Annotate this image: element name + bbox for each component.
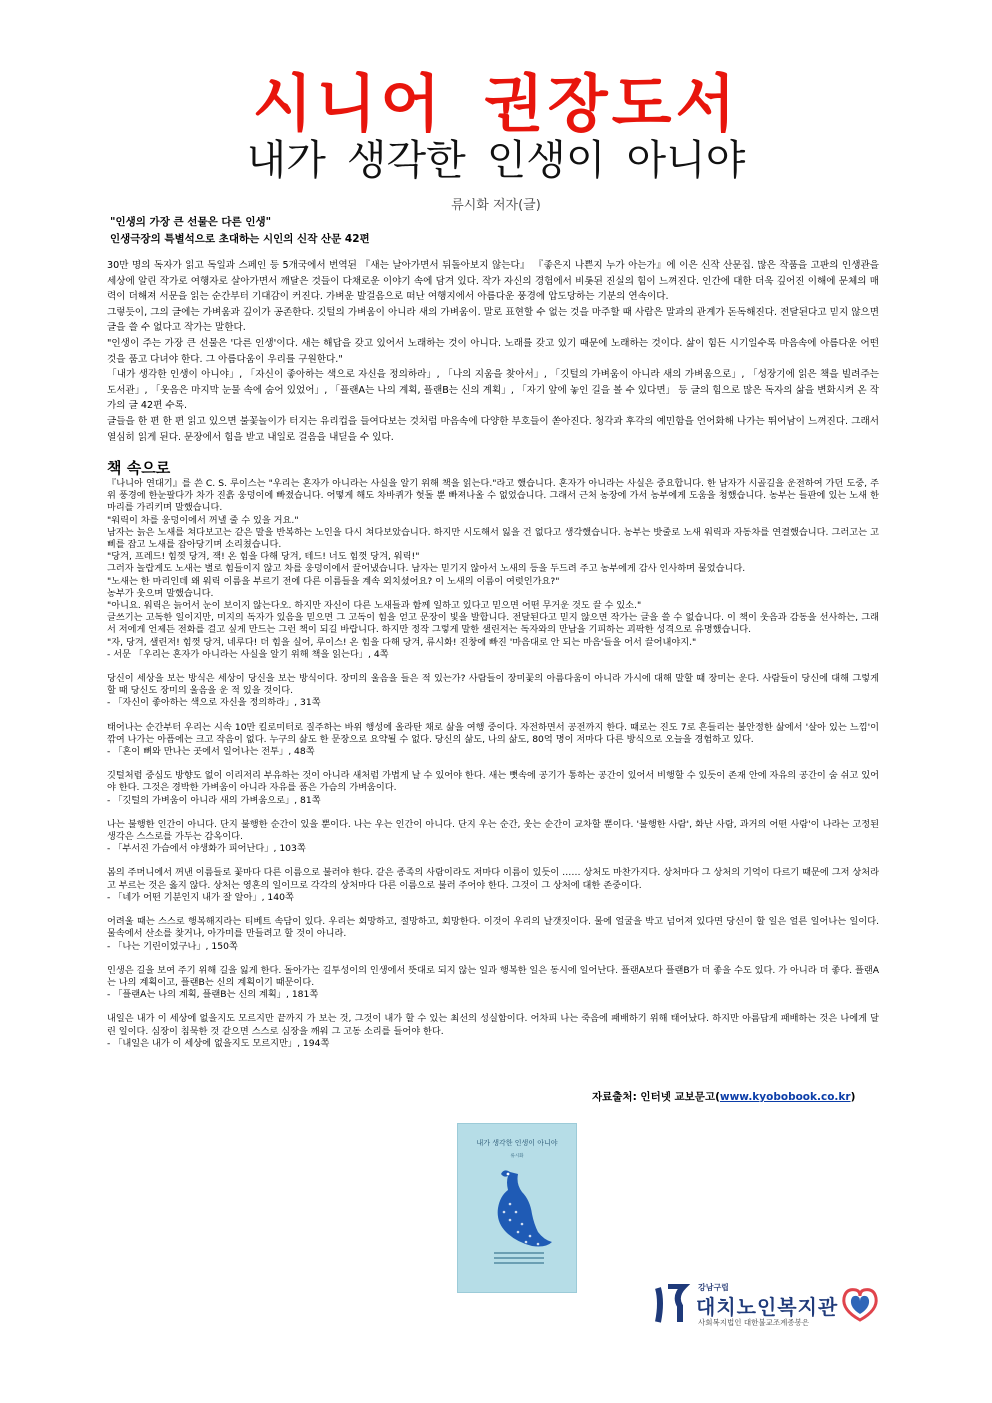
intro-paragraph: "인생이 주는 가장 큰 선물은 '다른 인생'이다. 새는 해답을 갖고 있어서 노래하는 것이 아니다. 노래를 갖고 있기 때문에 노래하는 것이다. 삶이 힘든 시기일수록 마음속에 아름다운 어떤 것을 품고 다녀야 한다. 그 아름다움이 우리를 구원한다." <box>107 337 879 365</box>
excerpt-line: 농부가 웃으며 말했습니다. <box>107 587 214 599</box>
excerpt-citation: - 「나는 기린이었구나」, 150쪽 <box>107 940 238 952</box>
excerpt-line: 글쓰기는 고독한 일이지만, 미지의 독자가 있음을 믿으면 그 고독이 힘을 얻고 문장이 빛을 발합니다. 전달된다고 믿지 않으면 작가는 글을 쓸 수 없습니다. 이 책이 웃음과 감동을 선사하는, 그래서 저에게 언제든 전화를 걸고 싶게 만드는 그런 책이 되길 바랍니다. 하지만 정작 그렇게 말한 샐린저는 독자와의 만남을 기피하는 괴팍한 성격으로 유명했습니다. <box>107 612 879 636</box>
excerpt-line: "워릭이 차를 웅덩이에서 꺼낼 줄 수 있을 거요." <box>107 514 299 526</box>
excerpt-line: "당겨, 프레드! 힘껏 당겨, 잭! 온 힘을 다해 당겨, 테드! 너도 힘껏 당겨, 워릭!" <box>107 551 420 563</box>
excerpt-line: "자, 당겨, 샐린저! 힘껏 당겨, 네루다! 더 힘을 실어, 루이스! 온 힘을 다해 당겨, 류시화! 진창에 빠진 '마음대로 안 되는 마음'들을 어서 끌어내야지." <box>107 636 697 648</box>
tagline-quote: "인생의 가장 큰 선물은 다른 인생" <box>110 216 272 228</box>
excerpt-line: "아니요. 워릭은 늙어서 눈이 보이지 않는다오. 하지만 자신이 다른 노새들과 함께 일하고 있다고 믿으면 어떤 무거운 것도 끌 수 있소." <box>107 600 642 612</box>
excerpt-line: 내일은 내가 이 세상에 없을지도 모르지만 끝까지 가 보는 것, 그것이 내가 할 수 있는 최선의 성실함이다. 어차피 나는 죽음에 패배하기 위해 태어났다. 하지만 아름답게 패배하는 것은 나에게 달린 일이다. 심장이 침묵한 것 같으면 스스로 심장을 깨워 그 고동 소리를 들어야 한다. <box>107 1013 879 1037</box>
excerpt-line: 『나니아 연대기』를 쓴 C. S. 루이스는 "우리는 혼자가 아니라는 사실을 알기 위해 책을 읽는다."라고 했습니다. 혼자가 아니라는 사실은 중요합니다. 한 남자가 시골길을 운전하여 가던 도중, 주위 풍경에 한눈팔다가 차가 진흙 웅덩이에 빠졌습니다. 어떻게 해도 차바퀴가 헛돌 뿐 빠져나올 수 없었습니다. 그래서 근처 농장에 가서 농부에게 도움을 청했습니다. 농부는 들판에 있는 노새 한 마리를 가리키며 말했습니다. <box>107 478 879 514</box>
excerpts <box>107 478 879 1050</box>
excerpt-line: 나는 불행한 인간이 아니다. 단지 불행한 순간이 있을 뿐이다. 나는 우는 인간이 아니다. 단지 우는 순간, 웃는 순간이 교차할 뿐이다. '불행한 사람', 화난 사람, 과거의 어떤 사람'이 나라는 고정된 생각은 스스로를 가두는 감옥이다. <box>107 818 879 843</box>
logo-organization: 사회복지법인 대한불교조계종봉은 <box>698 1318 810 1327</box>
excerpt-line: 당신이 세상을 보는 방식은 세상이 당신을 보는 방식이다. 장미의 울음을 들은 적 있는가? 사람들이 장미꽃의 아름다움이 아니라 가시에 대해 말할 때 장미는 운다. 사람들이 당신에 대해 그렇게 할 때 당신도 장미의 울음을 운 적 있을 것이다. <box>107 673 879 697</box>
book-cover-author: 류시화 <box>510 1154 524 1159</box>
heart-hands-icon <box>840 1284 880 1324</box>
excerpt-citation: - 「네가 어떤 기분인지 내가 잘 알아」, 140쪽 <box>107 891 294 903</box>
source-link[interactable]: www.kyobobook.co.kr <box>719 1091 851 1103</box>
author-credit: 류시화 저자(글) <box>451 198 541 213</box>
excerpt-line: 남자는 늙은 노새를 쳐다보고는 같은 말을 반복하는 노인을 다시 쳐다보았습니다. 하지만 시도해서 잃을 건 없다고 생각했습니다. 농부는 밧줄로 노새 워릭과 자동차를 연결했습니다. 그러고는 고삐를 잡고 노새를 잡아당기며 소리쳤습니다. <box>107 526 879 551</box>
book-cover-text-lines <box>494 1252 544 1267</box>
tagline-description: 인생극장의 특별석으로 초대하는 시인의 신작 산문 42편 <box>110 233 370 245</box>
excerpt-citation: - 「내일은 내가 이 세상에 없을지도 모르지만」, 194쪽 <box>107 1037 330 1049</box>
page-title: 시니어 권장도서 <box>252 67 740 140</box>
source-credit <box>592 1089 855 1104</box>
excerpt-line: 태어나는 순간부터 우리는 시속 10만 킬로미터로 질주하는 바위 행성에 올라탄 채로 삶을 여행 중이다. 자전하면서 공전까지 한다. 때로는 진도 7로 흔들리는 불안정한 삶에서 '살아 있는 느낌'이 깎여 나가는 아픔에는 크고 작음이 없다. 누구의 삶도 한 문장으로 요약될 수 없다. 당신의 삶도, 나의 삶도, 80억 명이 저마다 다른 방식으로 오늘을 경험하고 있다. <box>107 721 879 745</box>
intro-text <box>107 258 879 445</box>
excerpt-line: 어려울 때는 스스로 행복해지라는 티베트 속담이 있다. 우리는 회망하고, 절망하고, 회망한다. 이것이 우리의 날갯짓이다. 물에 얼굴을 박고 넘어져 있다면 당신이 할 일은 얼른 일어나는 일이다. 물속에서 산소를 찾거나, 아가미를 만들려고 할 것이 아니라. <box>107 916 879 940</box>
lotus-mark-icon <box>652 1284 692 1324</box>
book-title: 내가 생각한 인생이 아니야 <box>246 136 746 184</box>
intro-paragraph: 30만 명의 독자가 읽고 독일과 스페인 등 5개국에서 번역된 『새는 날아가면서 뒤돌아보지 않는다』 『좋은지 나쁜지 누가 아는가』에 이은 신작 산문집. 많은 작품을 고판의 인생관을 세상에 알린 작가로 여행자로 살아가면서 깨달은 것들이 다채로운 이야기 속에 담겨 있다. 작가 자신의 경험에서 비롯된 진실의 힘이 느껴진다. 인간에 대한 더욱 깊어진 이해에 문체의 매력이 더해져 서문을 읽는 순간부터 기대감이 커진다. 가벼운 발걸음으로 떠난 여행지에서 아름다운 풍경에 압도당하는 기분의 연속이다. <box>107 260 879 303</box>
excerpt-line: 봄의 주머니에서 꺼낸 이름들로 꽃마다 다른 이름으로 불러야 한다. 같은 종족의 사람이라도 저마다 이름이 있듯이 …… 상처도 마찬가지다. 상처마다 그 상처의 기억이 다르기 때문에 그저 상처라고 부르는 것은 옳지 않다. 상처는 영혼의 일이므로 각각의 상처마다 다른 이름으로 불러 주어야 한다. 그것이 그 상처에 대한 존중이다. <box>107 867 879 891</box>
intro-paragraph: 그렇듯이, 그의 글에는 가벼움과 깊이가 공존한다. 깃털의 가벼움이 아니라 새의 가벼움이. 말로 표현할 수 없는 것을 마주할 때 사람은 말과의 관계가 돈독해진다. 전달된다고 믿지 않으면 글을 쓸 수 없다고 작가는 말한다. <box>107 306 879 334</box>
excerpt-citation: - 「혼이 뼈와 만나는 곳에서 일어나는 전투」, 48쪽 <box>107 746 315 758</box>
section-heading: 책 속으로 <box>107 459 171 477</box>
excerpt-citation: - 서문 「우리는 혼자가 아니라는 사실을 알기 위해 책을 읽는다」, 4쪽 <box>107 648 389 660</box>
excerpt-line: "노새는 한 마리인데 왜 워릭 이름을 부르기 전에 다른 이름들을 계속 외치셨어요? 이 노새의 이름이 여럿인가요?" <box>107 575 560 587</box>
book-cover-image <box>458 1124 576 1292</box>
excerpt-line: 인생은 길을 보여 주기 위해 길을 잃게 한다. 돌아가는 길투성이의 인생에서 뜻대로 되지 않는 일과 행복한 일은 동시에 일어난다. 플랜A보다 플랜B가 더 좋을 수도 있다. 가 아니라 더 좋다. 플랜A는 나의 계획이고, 플랜B는 신의 계획이기 때문이다. <box>107 964 880 988</box>
intro-paragraph: 글들을 한 편 한 편 읽고 있으면 불꽃놀이가 터지는 유리컵을 들여다보는 것처럼 마음속에 다양한 부호들이 쏟아진다. 청각과 후각의 예민함을 언어화해 나가는 뛰어남이 느껴진다. 그래서 열심히 읽게 된다. 문장에서 힘을 받고 내일로 걸음을 내딛을 수 있다. <box>107 415 879 443</box>
excerpt-citation: - 「부서진 가슴에서 야생화가 피어난다」, 103쪽 <box>107 843 306 855</box>
excerpt-citation: - 「깃털의 가벼움이 아니라 새의 가벼움으로」, 81쪽 <box>107 794 321 806</box>
book-cover-title: 내가 생각한 인생이 아니야 <box>476 1139 558 1147</box>
peacock-icon <box>480 1164 554 1250</box>
source-label: 자료출처: 인터넷 교보문고( <box>592 1091 720 1103</box>
daechi-senior-welfare-center-logo <box>652 1282 882 1332</box>
source-close: ) <box>850 1091 856 1103</box>
logo-district: 강남구립 <box>698 1283 729 1292</box>
tagline <box>110 214 880 248</box>
excerpt-line: 그러자 놀랍게도 노새는 별로 힘들이지 않고 차를 웅덩이에서 끌어냈습니다. 남자는 믿기지 않아서 노새의 등을 두드려 주고 농부에게 감사 인사하며 물었습니다. <box>107 563 746 575</box>
logo-name: 대치노인복지관 <box>696 1295 839 1319</box>
excerpt-citation: - 「플랜A는 나의 계획, 플랜B는 신의 계획」, 181쪽 <box>107 989 319 1001</box>
excerpt-line: 깃털처럼 중심도 방향도 없이 이리저리 부유하는 것이 아니라 새처럼 가볍게 날 수 있어야 한다. 새는 뼛속에 공기가 통하는 공간이 있어서 비행할 수 있듯이 존재 안에 자유의 공간이 숨 쉬고 있어야 한다. 그것은 경박한 가벼움이 아니라 자유를 품은 가슴의 가벼움이다. <box>107 770 879 794</box>
excerpt-citation: - 「자신이 좋아하는 색으로 자신을 정의하라」, 31쪽 <box>107 697 321 709</box>
intro-paragraph: 「내가 생각한 인생이 아니야」, 「자신이 좋아하는 색으로 자신을 정의하라」, 「나의 지움을 찾아서」, 「깃털의 가벼움이 아니라 새의 가벼움으로」, 「성장기에 읽은 책을 빌려주는 도서관」, 「웃음은 마지막 눈물 속에 숨어 있었어」, 「플랜A는 나의 계획, 플랜B는 신의 계획」, 「자기 앞에 놓인 길을 볼 수 있다면」 등 글의 힘으로 많은 독자의 삶을 변화시켜 온 작가의 글 42편 수록. <box>107 369 879 412</box>
